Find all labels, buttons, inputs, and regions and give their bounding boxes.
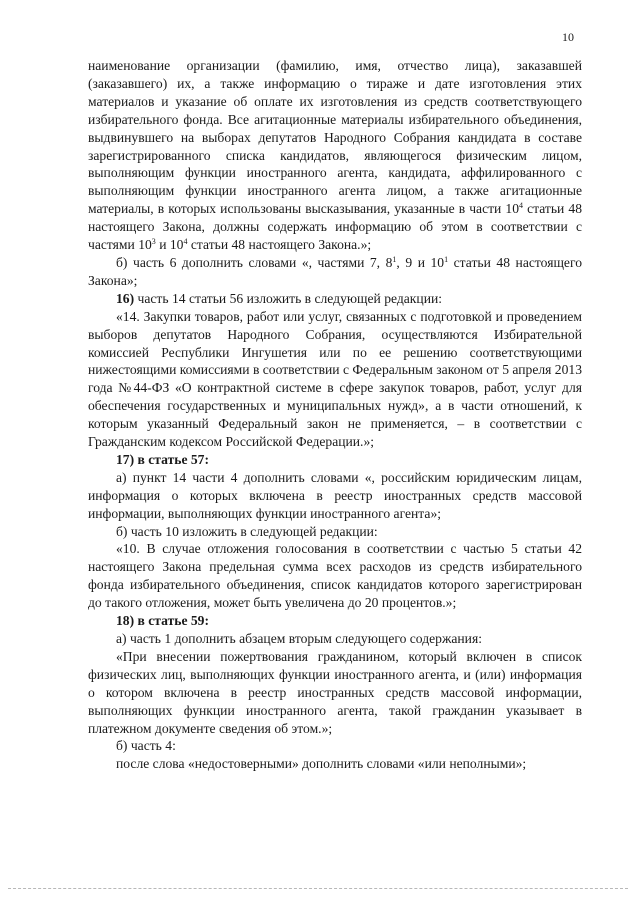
paragraph-quote-10: «10. В случае отложения голосования в соответствии с частью 5 статьи 42 настоящего Закона предельная сумма всех расходов из средств избирательного фонда избирательного объединения, список кандидатов которого зарегистрирован до такого отложения, может быть увеличена до 20 процентов.»; <box>88 541 582 611</box>
superscript: 4 <box>519 201 523 211</box>
item-number-bold: 16) <box>116 290 135 306</box>
paragraph-quote-14: «14. Закупки товаров, работ или услуг, связанных с подготовкой и проведением выборов депутатов Народного Собрания, осуществляются Избирательной комиссией Республики Ингушетия или по ее решению соответствующими нижестоящими комиссиями в соответствии с Федеральным законом от 5 апреля 2013 года №44-ФЗ «О контрактной системе в сфере закупок товаров, работ, услуг для обеспечения государственных и муниципальных нужд», а в части отношений, к которым указанный Федеральный закон не применяется, – в соответствии с Гражданским кодексом Российской Федерации.»; <box>88 308 582 450</box>
text-run: статьи 48 настоящего Закона.»; <box>187 237 372 253</box>
text-run: б) часть 6 дополнить словами «, частями 7, 8 <box>116 254 393 270</box>
paragraph-item-b <box>88 254 582 290</box>
paragraph-17a: а) пункт 14 части 4 дополнить словами «, российским юридическим лицам, информация о которых включена в реестр иностранных средств массовой информации, выполняющих функции иностранного агента»; <box>88 469 582 521</box>
paragraph-continuation <box>88 57 582 254</box>
text-run: наименование организации (фамилию, имя, отчество лица), заказавшей (заказавшего) их, а также информацию о тираже и дате изготовления этих материалов и указание об оплате их изготовления из средств соответствующего избирательного фонда. Все агитационные материалы избирательного объединения, выдвинувшего на выборах депутатов Народного Собрания кандидата в составе зарегистрированного списка кандидатов, являющегося физическим лицом, выполняющим функции иностранного агента, кандидата, аффилированного с выполняющим функции иностранного агента лицом, а также агитационные материалы, в которых использованы высказывания, указанные в части 10 <box>88 58 582 217</box>
text-run: статьи 48 настоящего Закона, должны содержать информацию об этом в соответствии с частями 10 <box>88 201 582 253</box>
document-body <box>88 57 582 773</box>
paragraph-18b: б) часть 4: <box>116 738 176 754</box>
text-run: статьи 48 настоящего Закона»; <box>88 254 582 288</box>
text-run: часть 14 статьи 56 изложить в следующей редакции: <box>134 290 443 306</box>
superscript: 1 <box>392 254 397 264</box>
paragraph-18a: а) часть 1 дополнить абзацем вторым следующего содержания: <box>116 631 482 646</box>
paragraph-18-heading: 18) в статье 59: <box>116 613 209 629</box>
footer-divider <box>8 888 628 889</box>
paragraph-16 <box>88 290 582 308</box>
text-run: и 10 <box>155 237 184 253</box>
text-run: , 9 и 10 <box>396 254 445 270</box>
paragraph-quote-donation: «При внесении пожертвования гражданином, который включен в список физических лиц, выполняющих функции иностранного агента, и (или) информация о котором включена в реестр иностранных средств массовой информации, выполняющих функции иностранного агента, такой гражданин указывает в платежном документе сведения об этом.»; <box>88 648 582 736</box>
paragraph-18b-text: после слова «недостоверными» дополнить словами «или неполными»; <box>116 756 527 772</box>
superscript: 4 <box>183 237 188 247</box>
superscript: 1 <box>444 254 449 264</box>
paragraph-17b: б) часть 10 изложить в следующей редакции: <box>116 523 378 539</box>
paragraph-17-heading: 17) в статье 57: <box>116 451 209 467</box>
superscript: 3 <box>151 237 156 247</box>
page-number: 10 <box>562 30 574 44</box>
